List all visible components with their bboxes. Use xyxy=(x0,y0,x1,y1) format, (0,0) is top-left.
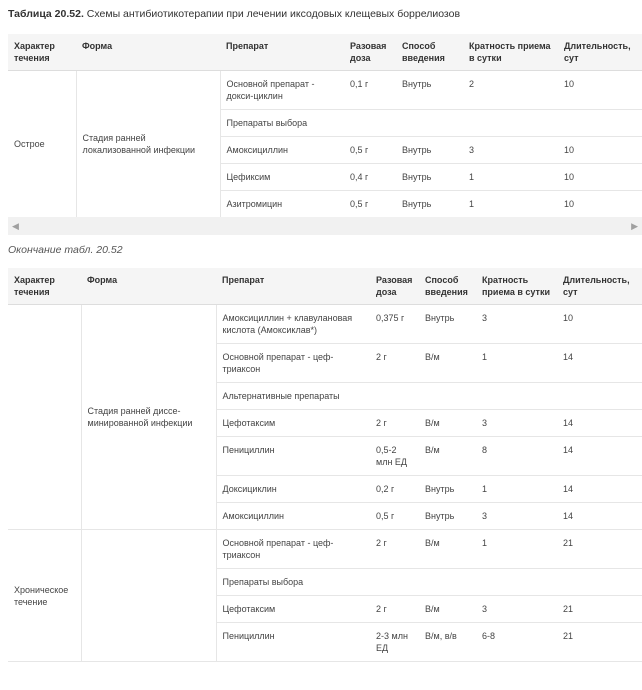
duration-cell: 10 xyxy=(557,305,642,344)
frequency-cell: 3 xyxy=(476,503,557,530)
drug-cell: Цефотаксим xyxy=(216,596,370,623)
duration-cell: 10 xyxy=(558,164,642,191)
drug-cell: Цефиксим xyxy=(220,164,344,191)
antibiotic-table-part2 xyxy=(8,268,642,662)
duration-cell: 21 xyxy=(557,596,642,623)
drug-cell: Пенициллин xyxy=(216,437,370,476)
route-cell: В/м xyxy=(419,437,476,476)
route-cell: Внутрь xyxy=(396,164,463,191)
col-header-form: Форма xyxy=(76,34,220,71)
group-label-cell: Препараты выбора xyxy=(220,110,642,137)
table-number: Таблица 20.52. xyxy=(8,8,84,20)
frequency-cell: 3 xyxy=(476,410,557,437)
col-header-dose: Разовая доза xyxy=(344,34,396,71)
frequency-cell: 1 xyxy=(476,344,557,383)
frequency-cell: 1 xyxy=(476,476,557,503)
duration-cell: 21 xyxy=(557,623,642,662)
form-cell: Стадия ранней диссе-минированной инфекции xyxy=(81,305,216,530)
dose-cell: 2 г xyxy=(370,530,419,569)
table-header-row xyxy=(8,34,642,71)
dose-cell: 0,5-2 млн ЕД xyxy=(370,437,419,476)
course-cell: Хроническое течение xyxy=(8,530,81,662)
table-row xyxy=(8,71,642,110)
frequency-cell: 1 xyxy=(476,530,557,569)
drug-cell: Пенициллин xyxy=(216,623,370,662)
duration-cell: 10 xyxy=(558,71,642,110)
drug-cell: Амоксициллин + клавулановая кислота (Амоксиклав*) xyxy=(216,305,370,344)
drug-cell: Основной препарат - цеф-триаксон xyxy=(216,530,370,569)
antibiotic-table-part1 xyxy=(8,34,642,218)
drug-cell: Доксициклин xyxy=(216,476,370,503)
route-cell: В/м xyxy=(419,530,476,569)
dose-cell: 2 г xyxy=(370,596,419,623)
col-header-dose: Разовая доза xyxy=(370,268,419,305)
frequency-cell: 3 xyxy=(476,596,557,623)
drug-cell: Основной препарат - докси-циклин xyxy=(220,71,344,110)
route-cell: В/м xyxy=(419,344,476,383)
frequency-cell: 6-8 xyxy=(476,623,557,662)
duration-cell: 14 xyxy=(557,410,642,437)
route-cell: В/м, в/в xyxy=(419,623,476,662)
route-cell: В/м xyxy=(419,596,476,623)
form-cell: Стадия ранней локализованной инфекции xyxy=(76,71,220,218)
col-header-duration: Длительность, сут xyxy=(558,34,642,71)
route-cell: Внутрь xyxy=(419,305,476,344)
duration-cell: 14 xyxy=(557,503,642,530)
col-header-frequency: Кратность приема в сутки xyxy=(463,34,558,71)
drug-cell: Азитромицин xyxy=(220,191,344,218)
drug-cell: Амоксициллин xyxy=(216,503,370,530)
course-cell: Острое xyxy=(8,71,76,218)
route-cell: Внутрь xyxy=(396,191,463,218)
duration-cell: 14 xyxy=(557,344,642,383)
duration-cell: 14 xyxy=(557,437,642,476)
duration-cell: 10 xyxy=(558,137,642,164)
route-cell: В/м xyxy=(419,410,476,437)
dose-cell: 0,2 г xyxy=(370,476,419,503)
frequency-cell: 3 xyxy=(463,137,558,164)
col-header-drug: Препарат xyxy=(220,34,344,71)
table-caption xyxy=(8,8,460,20)
col-header-frequency: Кратность приема в сутки xyxy=(476,268,557,305)
frequency-cell: 2 xyxy=(463,71,558,110)
arrow-right-icon[interactable]: ▶ xyxy=(631,221,638,231)
dose-cell: 0,4 г xyxy=(344,164,396,191)
table-title: Схемы антибиотикотерапии при лечении иксодовых клещевых боррелиозов xyxy=(86,8,461,20)
duration-cell: 10 xyxy=(558,191,642,218)
form-cell xyxy=(81,530,216,662)
frequency-cell: 8 xyxy=(476,437,557,476)
frequency-cell: 1 xyxy=(463,164,558,191)
col-header-duration: Длительность, сут xyxy=(557,268,642,305)
col-header-route: Способ введения xyxy=(419,268,476,305)
col-header-course: Характер течения xyxy=(8,268,81,305)
dose-cell: 0,1 г xyxy=(344,71,396,110)
col-header-route: Способ введения xyxy=(396,34,463,71)
col-header-form: Форма xyxy=(81,268,216,305)
route-cell: Внутрь xyxy=(419,503,476,530)
dose-cell: 0,5 г xyxy=(344,191,396,218)
drug-cell: Основной препарат - цеф-триаксон xyxy=(216,344,370,383)
route-cell: Внутрь xyxy=(419,476,476,503)
frequency-cell: 1 xyxy=(463,191,558,218)
dose-cell: 0,375 г xyxy=(370,305,419,344)
group-label-cell: Препараты выбора xyxy=(216,569,642,596)
duration-cell: 14 xyxy=(557,476,642,503)
arrow-left-icon[interactable]: ◀ xyxy=(12,221,19,231)
table-row xyxy=(8,305,642,344)
route-cell: Внутрь xyxy=(396,71,463,110)
dose-cell: 0,5 г xyxy=(370,503,419,530)
drug-cell: Амоксициллин xyxy=(220,137,344,164)
route-cell: Внутрь xyxy=(396,137,463,164)
table-row xyxy=(8,530,642,569)
drug-cell: Цефотаксим xyxy=(216,410,370,437)
col-header-course: Характер течения xyxy=(8,34,76,71)
horizontal-scrollbar[interactable] xyxy=(8,217,642,235)
course-cell xyxy=(8,305,81,530)
dose-cell: 2 г xyxy=(370,410,419,437)
group-label-cell: Альтернативные препараты xyxy=(216,383,642,410)
col-header-drug: Препарат xyxy=(216,268,370,305)
dose-cell: 2 г xyxy=(370,344,419,383)
frequency-cell: 3 xyxy=(476,305,557,344)
duration-cell: 21 xyxy=(557,530,642,569)
dose-cell: 0,5 г xyxy=(344,137,396,164)
table-header-row xyxy=(8,268,642,305)
table-continuation-caption: Окончание табл. 20.52 xyxy=(8,244,123,256)
dose-cell: 2-3 млн ЕД xyxy=(370,623,419,662)
